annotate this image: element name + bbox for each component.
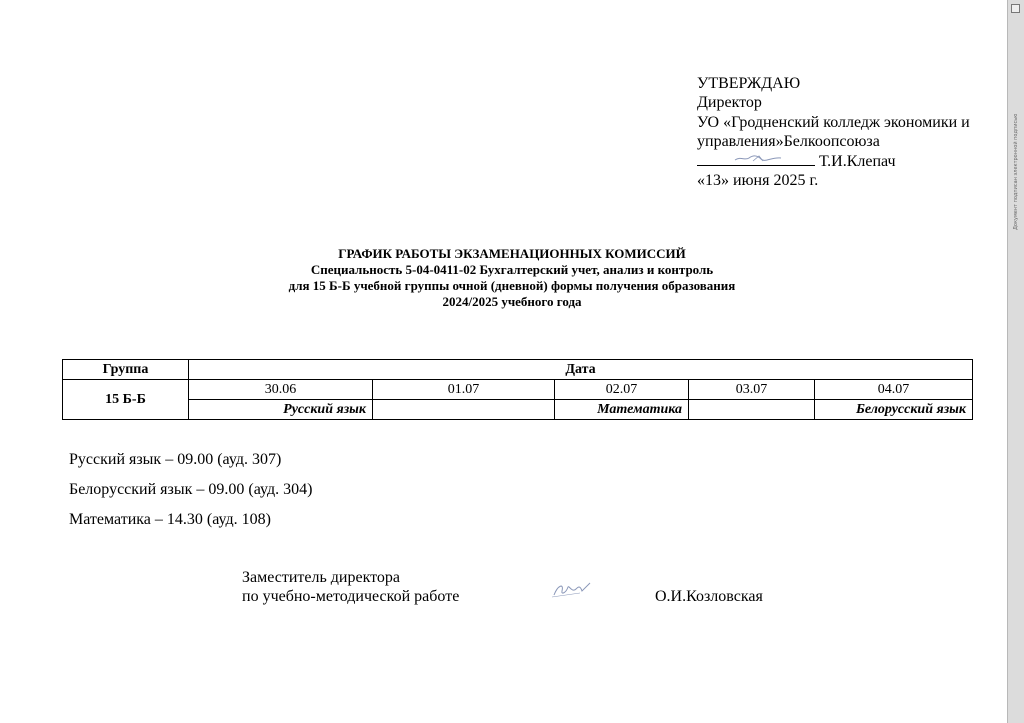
group-cell: 15 Б-Б — [63, 380, 189, 420]
approval-heading: УТВЕРЖДАЮ — [697, 75, 801, 92]
document-title — [0, 246, 1024, 310]
approval-signature-row — [697, 152, 970, 171]
approval-date: «13» июня 2025 г. — [697, 172, 819, 190]
footer-signature-block — [242, 568, 782, 606]
group-header: Группа — [63, 360, 189, 380]
footer-name: О.И.Козловская — [655, 588, 763, 605]
date-cell: 01.07 — [373, 380, 555, 400]
footer-signature-row — [242, 587, 782, 606]
date-cell: 02.07 — [555, 380, 689, 400]
document-icon — [1011, 4, 1020, 13]
director-signature-icon — [733, 152, 783, 164]
subject-cell: Белорусский язык — [815, 400, 973, 420]
subject-cell: Математика — [555, 400, 689, 420]
title-line-3: для 15 Б-Б учебной группы очной (дневной) формы получения образования — [288, 278, 736, 293]
title-line-1: ГРАФИК РАБОТЫ ЭКЗАМЕНАЦИОННЫХ КОМИССИЙ — [338, 246, 686, 261]
exam-schedule-table — [62, 359, 973, 420]
title-line-2: Специальность 5-04-0411-02 Бухгалтерский учет, анализ и контроль — [310, 262, 714, 277]
subject-cell — [689, 400, 815, 420]
exam-time-item: Русский язык – 09.00 (ауд. 307) — [69, 451, 282, 468]
approval-organization-cont: управления»Белкоопсоюза — [697, 133, 880, 151]
approval-block — [697, 74, 970, 190]
approval-organization: УО «Гродненский колледж экономики и — [697, 113, 970, 131]
deputy-signature-icon — [550, 577, 594, 601]
subject-cell — [373, 400, 555, 420]
signature-line — [697, 152, 815, 166]
approval-signer: Т.И.Клепач — [819, 152, 896, 170]
edge-caption: Документ подписан электронной подписью — [1013, 113, 1019, 230]
side-edge-bar — [1007, 0, 1024, 723]
footer-position-2: по учебно-методической работе — [242, 588, 460, 605]
exam-time-item: Математика – 14.30 (ауд. 108) — [69, 511, 271, 528]
subject-cell: Русский язык — [189, 400, 373, 420]
date-cell: 03.07 — [689, 380, 815, 400]
date-cell: 04.07 — [815, 380, 973, 400]
title-line-4: 2024/2025 учебного года — [442, 294, 582, 309]
approval-position: Директор — [697, 94, 762, 112]
exam-times-list — [69, 451, 312, 541]
exam-time-item: Белорусский язык – 09.00 (ауд. 304) — [69, 481, 313, 498]
footer-position-1: Заместитель директора — [242, 569, 401, 586]
date-cell: 30.06 — [189, 380, 373, 400]
date-header: Дата — [189, 360, 973, 380]
